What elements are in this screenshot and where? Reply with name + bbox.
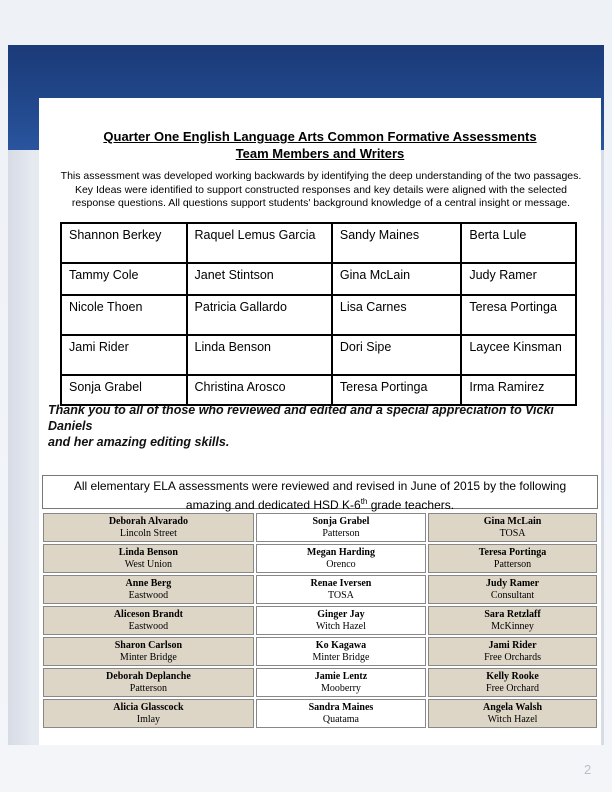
elementary-header-line-1: All elementary ELA assessments were reviewed and revised in June of 2015 by the following (73, 479, 567, 493)
teacher-school: Consultant (490, 589, 535, 601)
table-row (43, 544, 597, 573)
table-row (61, 295, 576, 335)
teacher-cell (428, 544, 597, 573)
teacher-school: Orenco (326, 558, 356, 570)
table-cell: Sandy Maines (332, 223, 461, 263)
teacher-cell (256, 637, 426, 666)
teacher-school: Free Orchards (484, 651, 541, 663)
table-cell: Laycee Kinsman (461, 335, 576, 375)
teacher-name: Angela Walsh (483, 701, 543, 713)
table-cell: Tammy Cole (61, 263, 187, 295)
table-cell: Shannon Berkey (61, 223, 187, 263)
teacher-school: Eastwood (128, 589, 169, 601)
table-row (61, 223, 576, 263)
elementary-section (39, 470, 601, 745)
header-text: amazing and dedicated HSD K-6 (185, 498, 361, 512)
teacher-cell (428, 606, 597, 635)
title-line-1: Quarter One English Language Arts Common Formative Assessments (103, 129, 537, 144)
teacher-school: Patterson (493, 558, 532, 570)
table-cell: Sonja Grabel (61, 375, 187, 405)
elementary-header (42, 475, 598, 512)
teacher-name: Renae Iversen (310, 577, 372, 589)
teacher-cell (428, 513, 597, 542)
teacher-cell (43, 699, 254, 728)
teacher-name: Sandra Maines (308, 701, 374, 713)
teacher-cell (256, 668, 426, 697)
table-row (43, 606, 597, 635)
teacher-cell (256, 544, 426, 573)
teacher-name: Megan Harding (306, 546, 375, 558)
thanks-line-3: and her amazing editing skills. (48, 435, 230, 449)
teacher-name: Anne Berg (125, 577, 172, 589)
teacher-cell (428, 668, 597, 697)
table-row (43, 513, 597, 542)
title-line-2: Team Members and Writers (235, 146, 405, 161)
teacher-name: Ko Kagawa (315, 639, 367, 651)
teacher-school: Minter Bridge (312, 651, 370, 663)
teacher-name: Deborah Deplanche (106, 670, 191, 682)
intro-line-2: Key Ideas were identified to support constructed responses and key details were aligned with the selected (74, 183, 568, 196)
intro-line-3: response questions. All questions support students' background knowledge of a central insight or message. (71, 197, 571, 209)
teacher-school: McKinney (491, 620, 534, 632)
teacher-cell (43, 544, 254, 573)
teacher-name: Sharon Carlson (114, 639, 183, 651)
table-cell: Jami Rider (61, 335, 187, 375)
teacher-cell (428, 699, 597, 728)
teacher-name: Judy Ramer (486, 577, 540, 589)
team-members-table (60, 222, 577, 406)
table-cell: Judy Ramer (461, 263, 576, 295)
teacher-name: Sara Retzlaff (484, 608, 541, 620)
teacher-cell (256, 699, 426, 728)
teacher-cell (256, 575, 426, 604)
table-cell: Dori Sipe (332, 335, 461, 375)
teacher-name: Sonja Grabel (312, 515, 370, 527)
teacher-name: Deborah Alvarado (108, 515, 188, 527)
teacher-school: West Union (124, 558, 173, 570)
table-cell: Gina McLain (332, 263, 461, 295)
teacher-name: Alicia Glasscock (113, 701, 184, 713)
teacher-cell (43, 637, 254, 666)
teacher-name: Teresa Portinga (478, 546, 547, 558)
table-row (43, 668, 597, 697)
table-row (43, 575, 597, 604)
table-row (61, 263, 576, 295)
header-text: grade teachers. (367, 498, 455, 512)
table-cell: Teresa Portinga (461, 295, 576, 335)
teacher-name: Ginger Jay (317, 608, 365, 620)
teachers-table (41, 511, 599, 730)
teacher-name: Linda Benson (118, 546, 178, 558)
table-cell: Lisa Carnes (332, 295, 461, 335)
intro-paragraph (45, 170, 597, 211)
table-row (61, 375, 576, 405)
ordinal-suffix: th (360, 497, 368, 506)
teacher-name: Kelly Rooke (486, 670, 539, 682)
table-cell: Berta Lule (461, 223, 576, 263)
intro-line-1: This assessment was developed working backwards by identifying the deep understanding of the two passages. (60, 170, 582, 182)
teacher-school: TOSA (327, 589, 354, 601)
table-cell: Teresa Portinga (332, 375, 461, 405)
teacher-cell (428, 637, 597, 666)
teacher-cell (428, 575, 597, 604)
table-row (43, 637, 597, 666)
teacher-name: Gina McLain (483, 515, 542, 527)
teacher-name: Jami Rider (488, 639, 537, 651)
table-row (61, 335, 576, 375)
teacher-school: Minter Bridge (119, 651, 177, 663)
teacher-cell (256, 513, 426, 542)
table-row (43, 699, 597, 728)
teacher-name: Aliceson Brandt (113, 608, 183, 620)
table-cell: Janet Stintson (187, 263, 332, 295)
teacher-school: Quatama (322, 713, 359, 725)
table-cell: Raquel Lemus Garcia (187, 223, 332, 263)
teacher-school: Witch Hazel (316, 620, 366, 632)
teacher-school: Lincoln Street (119, 527, 177, 539)
teacher-cell (43, 668, 254, 697)
teacher-cell (43, 513, 254, 542)
table-cell: Patricia Gallardo (187, 295, 332, 335)
page-number: 2 (584, 762, 592, 777)
acknowledgement (48, 402, 596, 450)
teacher-cell (43, 575, 254, 604)
teacher-school: Eastwood (128, 620, 169, 632)
teacher-school: Free Orchard (486, 682, 540, 694)
teacher-school: TOSA (499, 527, 526, 539)
document-title (39, 128, 601, 162)
teacher-school: Patterson (322, 527, 360, 539)
table-cell: Nicole Thoen (61, 295, 187, 335)
teacher-name: Jamie Lentz (314, 670, 368, 682)
teacher-school: Witch Hazel (487, 713, 538, 725)
teacher-school: Patterson (129, 682, 167, 694)
teacher-cell (43, 606, 254, 635)
table-cell: Irma Ramirez (461, 375, 576, 405)
teacher-school: Imlay (136, 713, 161, 725)
thanks-line-1: Thank you to all of those who reviewed and edited and a special appreciation to Vicki (48, 403, 554, 417)
teacher-cell (256, 606, 426, 635)
teacher-school: Mooberry (320, 682, 361, 694)
table-cell: Christina Arosco (187, 375, 332, 405)
table-cell: Linda Benson (187, 335, 332, 375)
thanks-line-2: Daniels (48, 419, 93, 433)
